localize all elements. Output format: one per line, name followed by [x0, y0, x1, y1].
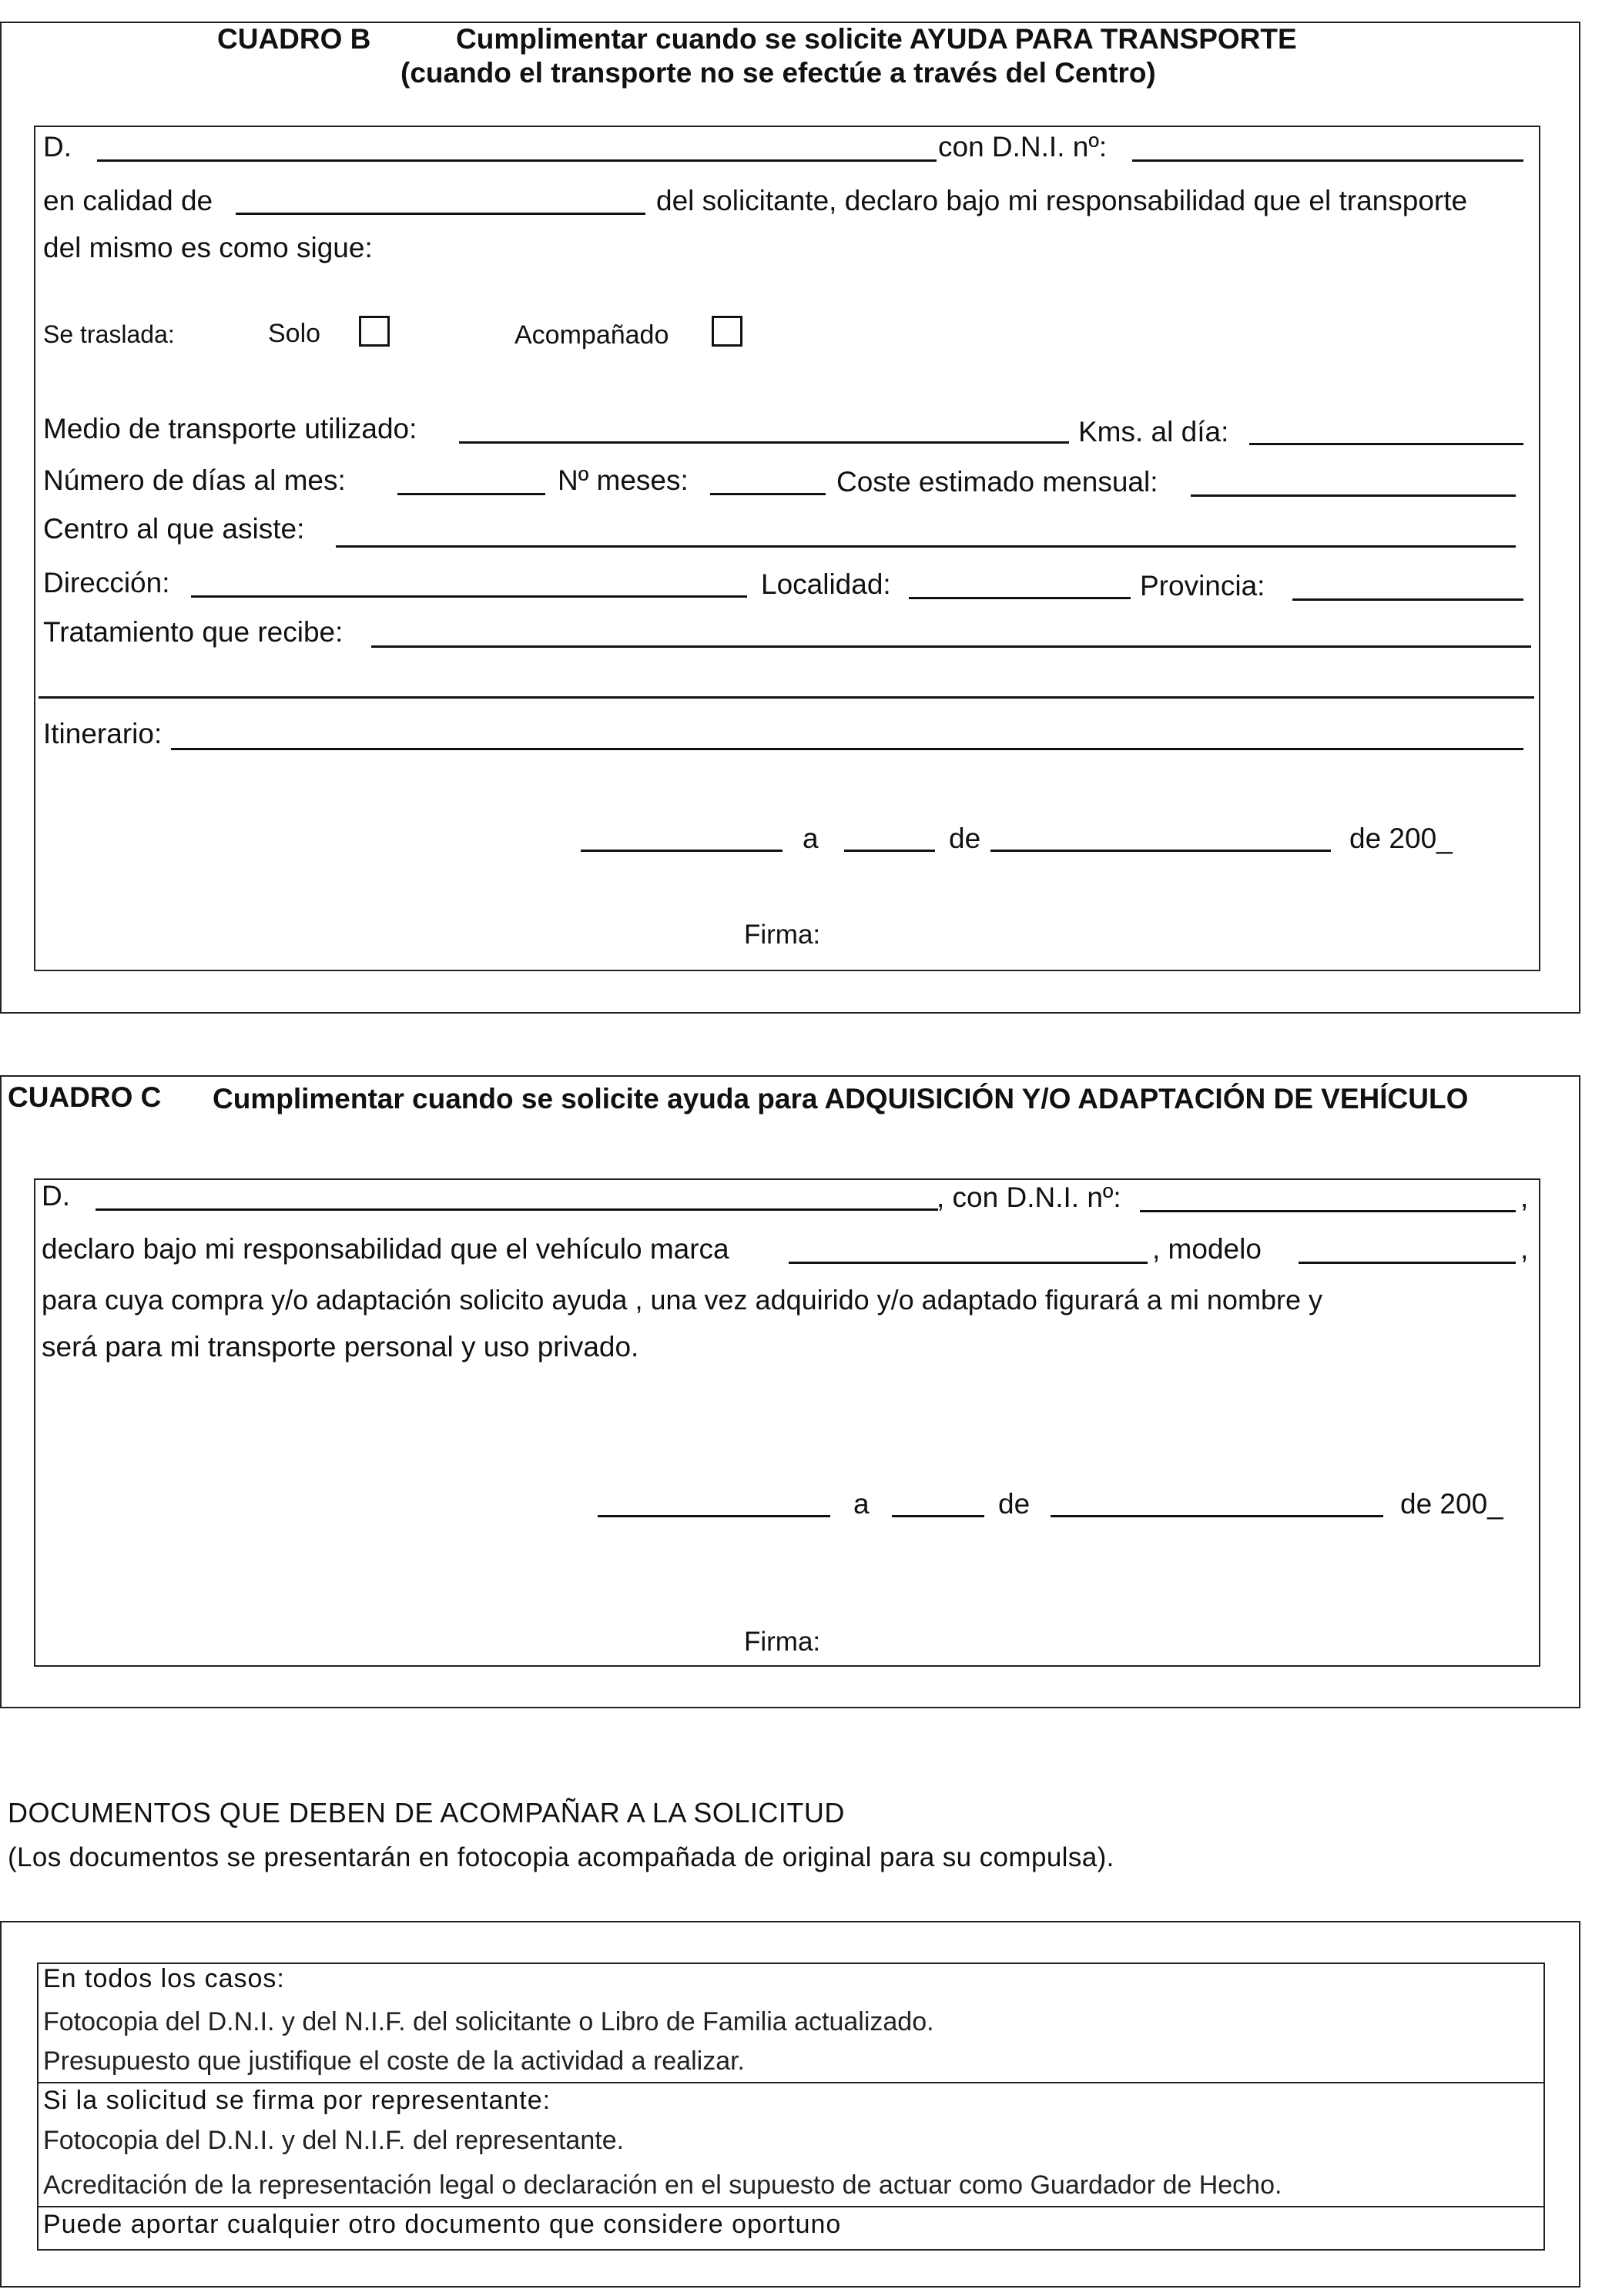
tratamiento-field[interactable]: [371, 645, 1531, 648]
tratamiento-field-2[interactable]: [39, 696, 1534, 699]
itinerario-label: Itinerario:: [43, 718, 163, 749]
kms-label: Kms. al día:: [1078, 416, 1229, 447]
cuadro-b-label: CUADRO B: [217, 23, 371, 55]
medio-field[interactable]: [459, 441, 1069, 444]
c-date-year-label: de 200_: [1400, 1488, 1503, 1520]
acompanado-label: Acompañado: [514, 320, 669, 350]
representante-item-1: Fotocopia del D.N.I. y del N.I.F. del representante.: [43, 2126, 625, 2155]
c-comma-2: ,: [1520, 1233, 1529, 1265]
separator-2: [39, 2206, 1543, 2207]
cuadro-c-title: Cumplimentar cuando se solicite ayuda para ADQUISICIÓN Y/O ADAPTACIÓN DE VEHÍCULO: [213, 1083, 1469, 1114]
meses-label: Nº meses:: [558, 464, 689, 496]
c-place-field[interactable]: [598, 1515, 830, 1517]
tratamiento-label: Tratamiento que recibe:: [43, 616, 344, 648]
c-comma: ,: [1520, 1182, 1529, 1213]
todos-heading: En todos los casos:: [43, 1964, 285, 1993]
c-name-field[interactable]: [96, 1208, 938, 1211]
marca-text: declaro bajo mi responsabilidad que el vehículo marca: [42, 1233, 729, 1265]
date-a-label: a: [803, 823, 819, 854]
localidad-label: Localidad:: [761, 568, 891, 600]
day-field[interactable]: [844, 850, 935, 852]
uso-text: será para mi transporte personal y uso privado.: [42, 1331, 639, 1363]
todos-item-1: Fotocopia del D.N.I. y del N.I.F. del solicitante o Libro de Familia actualizado.: [43, 2007, 934, 2036]
centro-label: Centro al que asiste:: [43, 513, 305, 545]
todos-item-2: Presupuesto que justifique el coste de la actividad a realizar.: [43, 2046, 745, 2076]
dni-field[interactable]: [1132, 159, 1523, 162]
date-year-label: de 200_: [1349, 823, 1453, 854]
marca-field[interactable]: [789, 1262, 1148, 1264]
solo-label: Solo: [268, 319, 321, 348]
provincia-field[interactable]: [1292, 598, 1523, 601]
direccion-field[interactable]: [191, 595, 747, 598]
medio-label: Medio de transporte utilizado:: [43, 413, 417, 444]
sigue-text: del mismo es como sigue:: [43, 232, 373, 263]
centro-field[interactable]: [336, 545, 1516, 548]
documentos-subheading: (Los documentos se presentarán en fotocopia acompañada de original para su compulsa).: [8, 1842, 1114, 1872]
itinerario-field[interactable]: [171, 748, 1523, 750]
otros-text: Puede aportar cualquier otro documento que considere oportuno: [43, 2210, 842, 2239]
representante-heading: Si la solicitud se firma por representante:: [43, 2086, 551, 2115]
meses-field[interactable]: [710, 493, 826, 495]
calidad-field[interactable]: [236, 213, 645, 215]
dias-field[interactable]: [397, 493, 545, 495]
traslada-label: Se traslada:: [43, 320, 175, 348]
solo-checkbox[interactable]: [359, 316, 390, 347]
direccion-label: Dirección:: [43, 567, 170, 598]
c-d-label: D.: [42, 1180, 70, 1212]
documentos-heading: DOCUMENTOS QUE DEBEN DE ACOMPAÑAR A LA SOLICITUD: [8, 1797, 845, 1828]
cuadro-c-label: CUADRO C: [8, 1081, 162, 1113]
dni-label: con D.N.I. nº:: [938, 131, 1108, 163]
c-dni-label: , con D.N.I. nº:: [937, 1182, 1121, 1213]
c-month-field[interactable]: [1051, 1515, 1383, 1517]
d-label: D.: [43, 131, 72, 163]
declara-text: del solicitante, declaro bajo mi responsabilidad que el transporte: [656, 185, 1468, 216]
modelo-label: , modelo: [1152, 1233, 1262, 1265]
c-firma-label: Firma:: [744, 1627, 821, 1657]
month-field[interactable]: [990, 850, 1331, 852]
cuadro-b-title: Cumplimentar cuando se solicite AYUDA PARA TRANSPORTE: [456, 23, 1297, 55]
coste-label: Coste estimado mensual:: [836, 466, 1158, 498]
c-day-field[interactable]: [892, 1515, 984, 1517]
compra-text: para cuya compra y/o adaptación solicito ayuda , una vez adquirido y/o adaptado figurará a mi nombre y: [42, 1284, 1322, 1316]
place-field[interactable]: [581, 850, 783, 852]
dias-label: Número de días al mes:: [43, 464, 346, 496]
kms-field[interactable]: [1249, 443, 1523, 445]
coste-field[interactable]: [1191, 494, 1516, 497]
cuadro-b-subtitle: (cuando el transporte no se efectúe a través del Centro): [400, 57, 1156, 89]
c-dni-field[interactable]: [1140, 1210, 1516, 1212]
date-de-label: de: [949, 823, 981, 854]
localidad-field[interactable]: [909, 597, 1131, 599]
c-date-de-label: de: [998, 1488, 1031, 1520]
separator-1: [39, 2082, 1543, 2083]
modelo-field[interactable]: [1299, 1262, 1516, 1264]
calidad-label: en calidad de: [43, 185, 213, 216]
provincia-label: Provincia:: [1140, 570, 1265, 602]
representante-item-2: Acreditación de la representación legal o declaración en el supuesto de actuar como Guardador de Hecho.: [43, 2170, 1282, 2200]
acompanado-checkbox[interactable]: [712, 316, 742, 347]
name-field[interactable]: [97, 159, 937, 162]
firma-label: Firma:: [744, 920, 821, 950]
c-date-a-label: a: [853, 1488, 870, 1520]
